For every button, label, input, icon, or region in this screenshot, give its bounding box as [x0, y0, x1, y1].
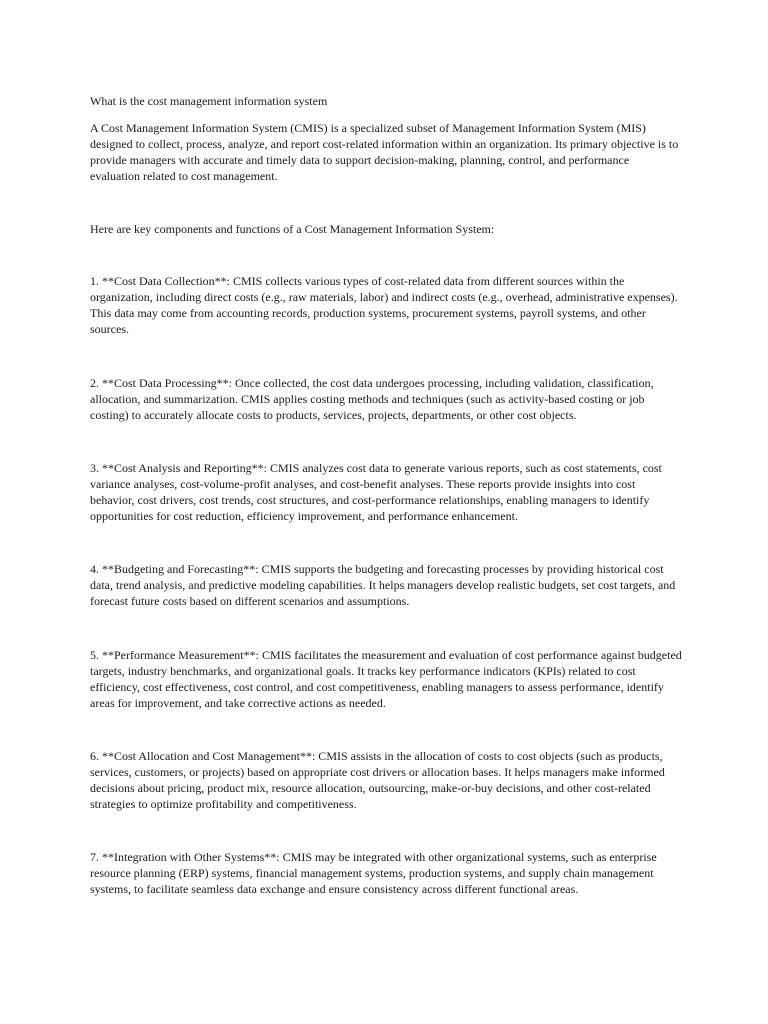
- document-heading: What is the cost management information system: [90, 94, 328, 108]
- list-item: 6. **Cost Allocation and Cost Management**: CMIS assists in the allocation of costs to cost objects (such as products, services, customers, or projects) based on appropriate cost drivers or allocation bases. It helps managers make informed decisions about pricing, product mix, resource allocation, outsourcing, make-or-buy decisions, and other cost-related strategies to optimize profitability and competitiveness.: [90, 749, 665, 811]
- intro-paragraph: A Cost Management Information System (CMIS) is a specialized subset of Management Information System (MIS) designed to collect, process, analyze, and report cost-related information within an organization. Its primary objective is to provide managers with accurate and timely data to support decision-making, planning, control, and performance evaluation related to cost management.: [90, 121, 679, 183]
- lead-paragraph: Here are key components and functions of a Cost Management Information System:: [90, 222, 495, 236]
- list-item: 7. **Integration with Other Systems**: CMIS may be integrated with other organizational systems, such as enterprise resource planning (ERP) systems, financial management systems, production systems, and supply chain management systems, to facilitate seamless data exchange and ensure consistency across different functional areas.: [90, 850, 657, 896]
- list-item: 5. **Performance Measurement**: CMIS facilitates the measurement and evaluation of cost performance against budgeted targets, industry benchmarks, and organizational goals. It tracks key performance indicators (KPIs) related to cost efficiency, cost effectiveness, cost control, and cost competitiveness, enabling managers to assess performance, identify areas for improvement, and take corrective actions as needed.: [90, 648, 682, 710]
- list-item: 4. **Budgeting and Forecasting**: CMIS supports the budgeting and forecasting processes by providing historical cost data, trend analysis, and predictive modeling capabilities. It helps managers develop realistic budgets, set cost targets, and forecast future costs based on different scenarios and assumptions.: [90, 562, 676, 608]
- list-item: 3. **Cost Analysis and Reporting**: CMIS analyzes cost data to generate various reports, such as cost statements, cost variance analyses, cost-volume-profit analyses, and cost-benefit analyses. These reports provide insights into cost behavior, cost drivers, cost trends, cost structures, and cost-performance relationships, enabling managers to identify opportunities for cost reduction, efficiency improvement, and performance enhancement.: [90, 461, 662, 523]
- list-item: 2. **Cost Data Processing**: Once collected, the cost data undergoes processing, including validation, classification, allocation, and summarization. CMIS applies costing methods and techniques (such as activity-based costing or job costing) to accurately allocate costs to products, services, projects, departments, or other cost objects.: [90, 376, 654, 422]
- list-item: 1. **Cost Data Collection**: CMIS collects various types of cost-related data from different sources within the organization, including direct costs (e.g., raw materials, labor) and indirect costs (e.g., overhead, administrative expenses). This data may come from accounting records, production systems, procurement systems, payroll systems, and other sources.: [90, 274, 678, 336]
